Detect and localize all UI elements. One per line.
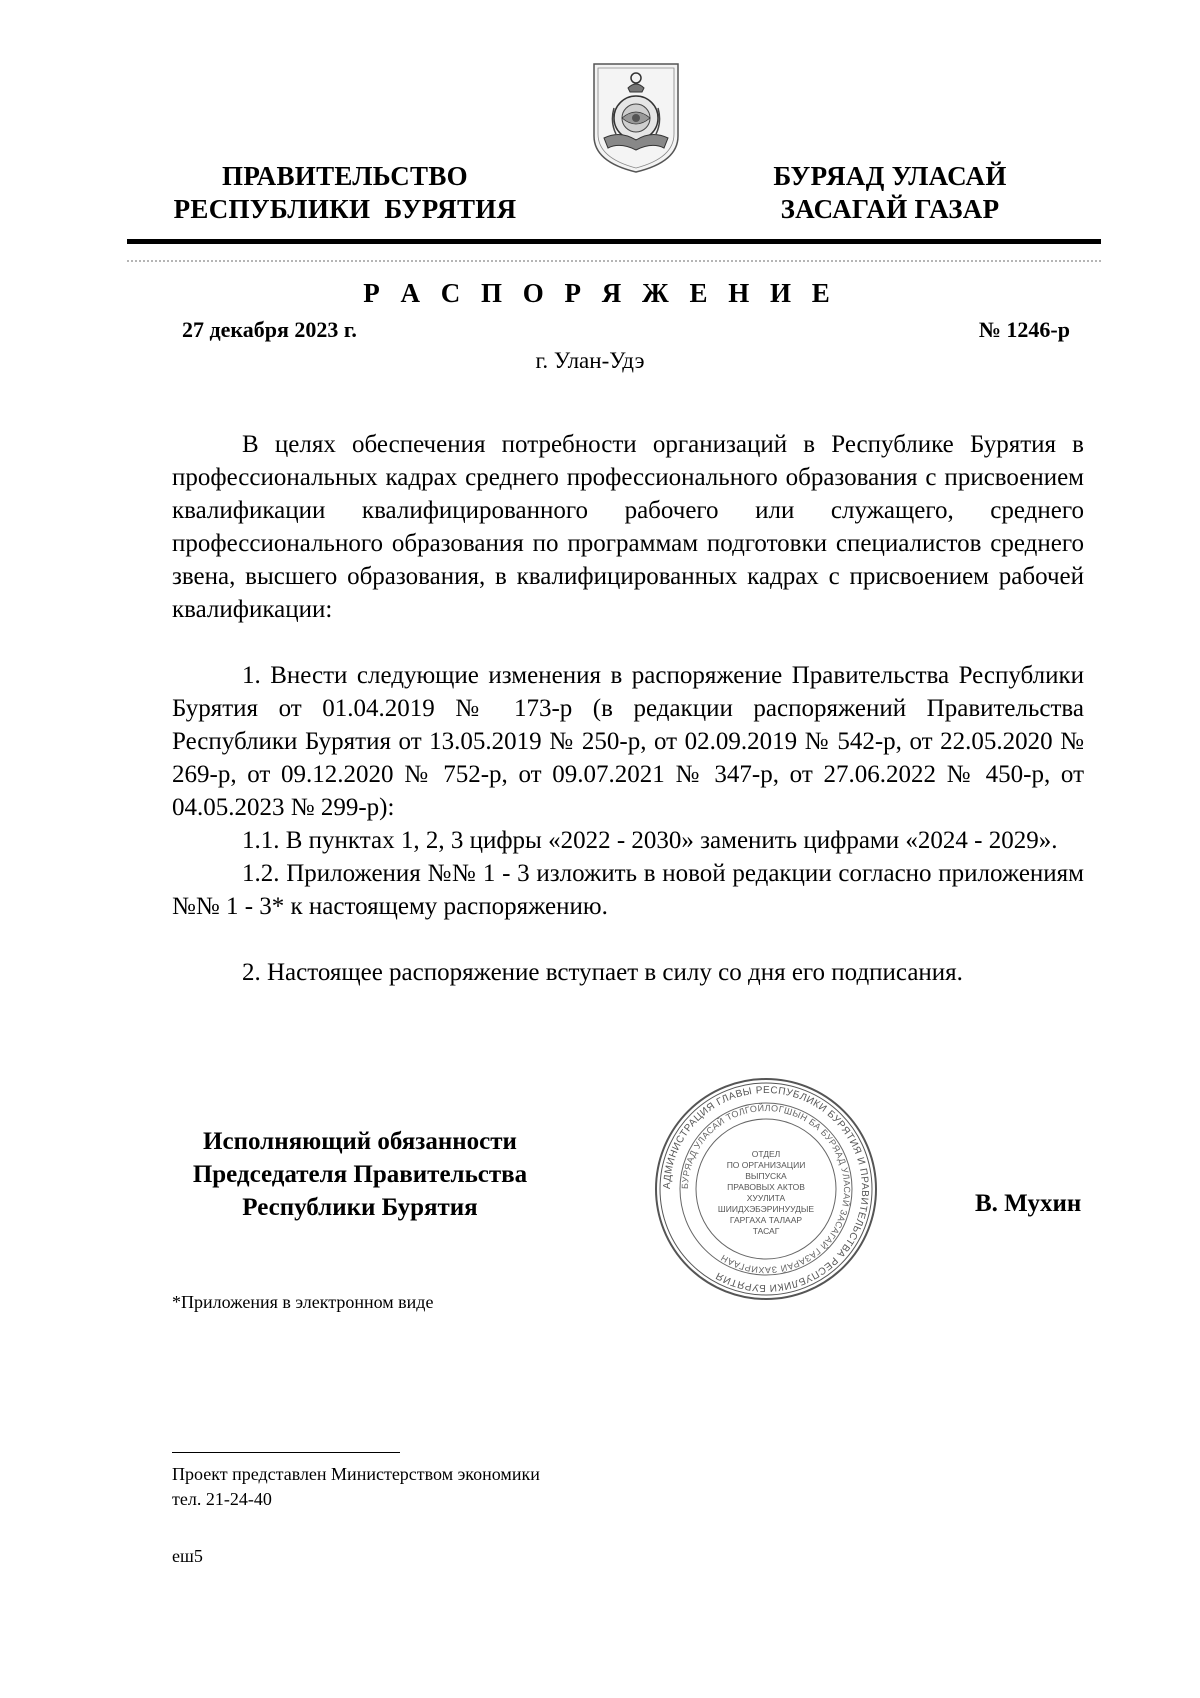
- signatory-line3: Республики Бурятия: [242, 1194, 478, 1221]
- government-name-ru-line1: ПРАВИТЕЛЬСТВО: [222, 161, 468, 191]
- document-number: № 1246-р: [978, 317, 1070, 342]
- stamp-center-line: ХУУЛИТА: [746, 1193, 786, 1203]
- stamp-center-line: ПРАВОВЫХ АКТОВ: [727, 1182, 805, 1192]
- government-name-bua-line1: БУРЯАД УЛАСАЙ: [773, 161, 1007, 191]
- coat-of-arms-icon: [588, 58, 684, 176]
- footer-divider: [172, 1452, 400, 1453]
- stamp-inner-text: БУРЯАД УЛАСАЙ ТОЛГОЙЛОГШЫН БА БУРЯАД УЛАСАЙ ЗАСАГАЙ ГАЗАРАЙ ЗАХИРГААН: [679, 1102, 853, 1276]
- stamp-center-line: ВЫПУСКА: [745, 1171, 787, 1181]
- signatory-name: В. Мухин: [975, 1190, 1082, 1217]
- document-code: еш5: [172, 1546, 203, 1566]
- intro-paragraph: В целях обеспечения потребности организаций в Республике Бурятия в профессиональных кадрах среднего профессионального образования с присвоением квалификации квалифицированного рабочего или служащего, среднего профессионального образования по программам подготовки специалистов среднего звена, высшего образования, в квалифицированных кадрах с присвоением рабочей квалификации:: [172, 431, 1084, 623]
- header-divider-thin: [127, 260, 1101, 262]
- item-1-2: 1.2. Приложения №№ 1 - 3 изложить в новой редакции согласно приложениям №№ 1 - 3* к настоящему распоряжению.: [172, 860, 1084, 920]
- item-2: 2. Настоящее распоряжение вступает в силу со дня его подписания.: [242, 959, 963, 986]
- stamp-center-line: ПО ОРГАНИЗАЦИИ: [726, 1160, 806, 1170]
- document-body: [172, 428, 1084, 989]
- item-1: 1. Внести следующие изменения в распоряжение Правительства Республики Бурятия от 01.04.2019 № 173-р (в редакции распоряжений Правительства Республики Бурятия от 13.05.2019 № 250-р, от 02.09.2019 № 542-р, от 22.05.2020 № 269-р, от 09.12.2020 № 752-р, от 09.07.2021 № 347-р, от 27.06.2022 № 450-р, от 04.05.2023 № 299-р):: [172, 662, 1084, 821]
- official-stamp: [652, 1075, 880, 1303]
- footer-info: [172, 1462, 540, 1512]
- government-name-ru-line2: РЕСПУБЛИКИ БУРЯТИЯ: [173, 194, 517, 224]
- signatory-line1: Исполняющий обязанности: [203, 1128, 517, 1155]
- document-title: Р А С П О Р Я Ж Е Н И Е: [363, 278, 837, 308]
- stamp-center-line: ШИИДХЭБЭРИНУУДЫЕ: [717, 1204, 815, 1214]
- prepared-by: Проект представлен Министерством экономики: [172, 1464, 540, 1484]
- stamp-center-line: ТАСАГ: [752, 1226, 780, 1236]
- signatory-line2: Председателя Правительства: [192, 1161, 528, 1188]
- attachments-footnote: *Приложения в электронном виде: [172, 1292, 434, 1312]
- government-name-ru: [160, 160, 530, 226]
- header-divider: [127, 239, 1101, 244]
- document-date: 27 декабря 2023 г.: [182, 317, 357, 342]
- item-1-1: 1.1. В пунктах 1, 2, 3 цифры «2022 - 2030» заменить цифрами «2024 - 2029».: [242, 827, 1058, 854]
- document-city: г. Улан-Удэ: [535, 348, 645, 373]
- government-name-bua-line2: ЗАСАГАЙ ГАЗАР: [780, 194, 1000, 224]
- contact-phone: тел. 21-24-40: [172, 1489, 272, 1509]
- government-name-bua: [740, 160, 1040, 226]
- stamp-outer-text: АДМИНИСТРАЦИЯ ГЛАВЫ РЕСПУБЛИКИ БУРЯТИЯ И ПРАВИТЕЛЬСТВА РЕСПУБЛИКИ БУРЯТИЯ: [661, 1084, 871, 1294]
- signatory-position: [160, 1125, 560, 1224]
- stamp-center-line: ГАРГАХА ТАЛААР: [729, 1215, 803, 1225]
- stamp-center-line: ОТДЕЛ: [751, 1149, 781, 1159]
